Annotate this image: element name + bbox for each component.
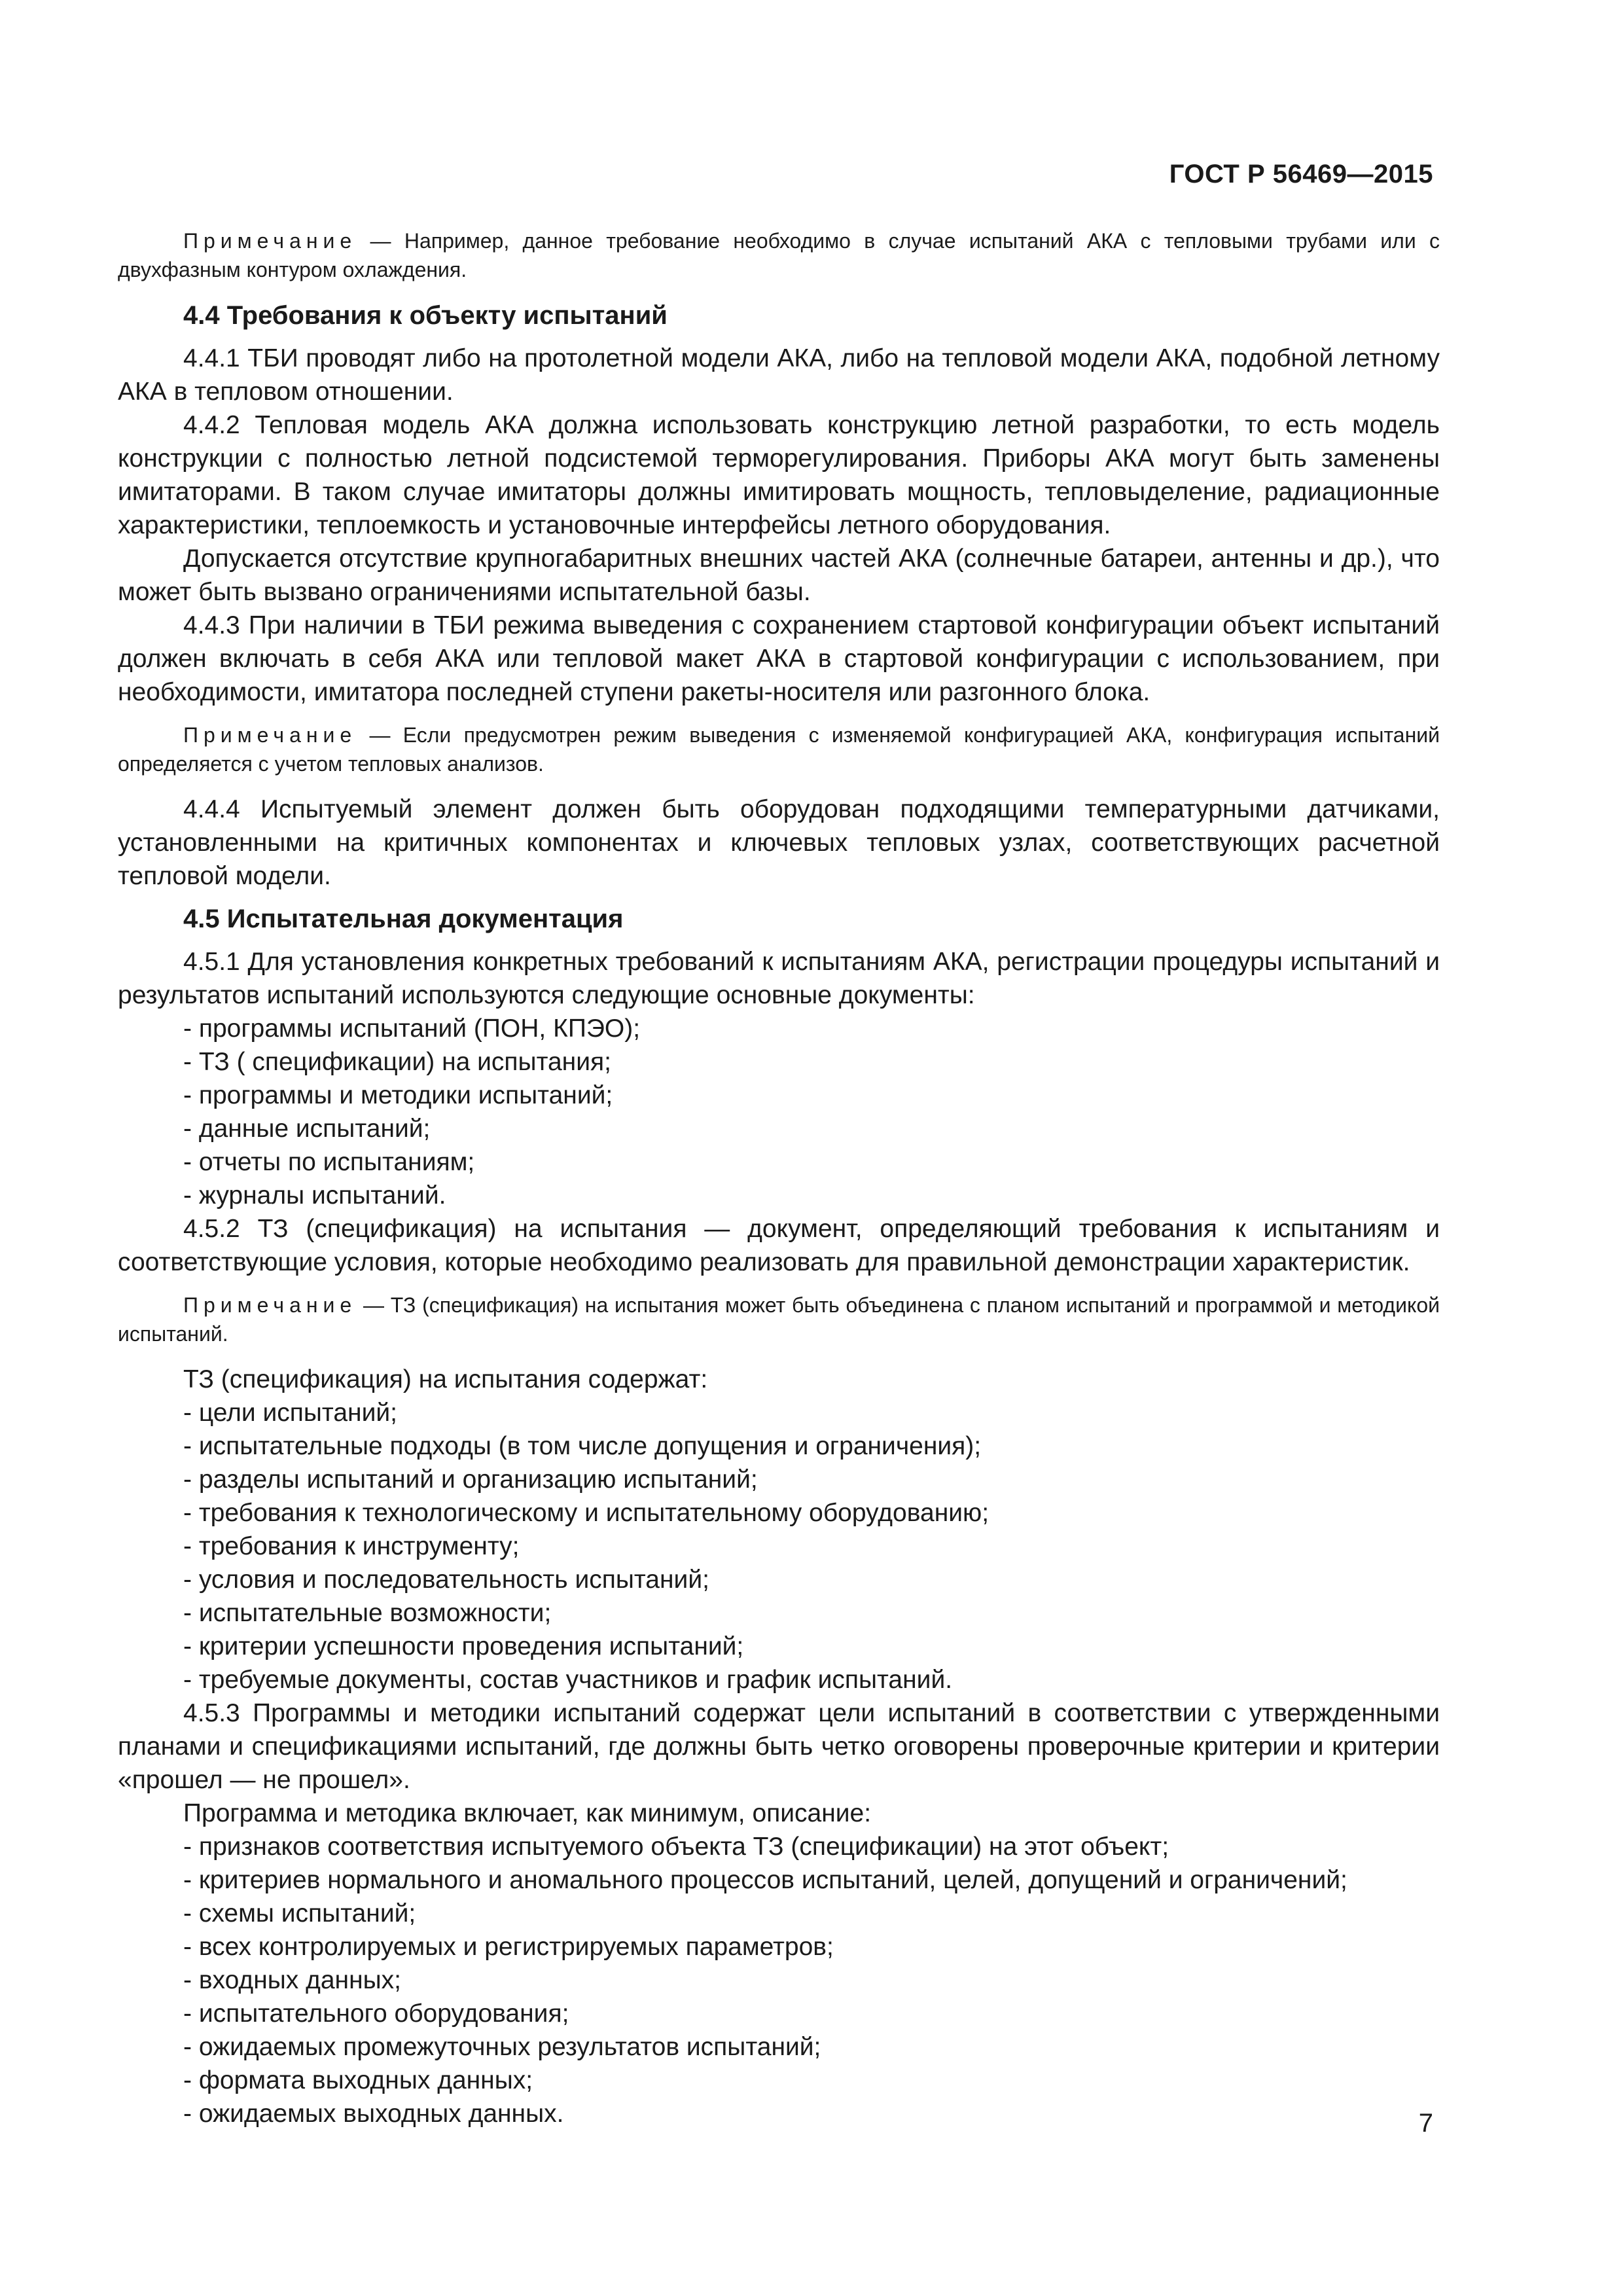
paragraph-4-4-4: 4.4.4 Испытуемый элемент должен быть оборудован подходящими температурными датчиками, установленными на критичных компонентах и ключевых тепловых узлах, соответствующих расчетной тепловой модели. <box>118 795 1440 890</box>
list-item: - ожидаемых выходных данных. <box>183 2100 564 2128</box>
paragraph-4-4-2: 4.4.2 Тепловая модель АКА должна использовать конструкцию летной разработки, то есть модель конструкции с полностью летной подсистемой терморегулирования. Приборы АКА могут быть заменены имитаторами. В таком случае имитаторы должны имитировать мощность, тепловыделение, радиационные характеристики, теплоемкость и установочные интерфейсы летного оборудования. <box>118 411 1440 539</box>
list-item: - программы и методики испытаний; <box>183 1081 613 1109</box>
list-item: - критериев нормального и аномального процессов испытаний, целей, допущений и ограничений; <box>183 1866 1347 1894</box>
note-text: — ТЗ (спецификация) на испытания может быть объединена с планом испытаний и программой и методикой испытаний. <box>118 1293 1440 1346</box>
page-number: 7 <box>1418 2109 1433 2138</box>
list-item: - программы испытаний (ПОН, КПЭО); <box>183 1014 641 1043</box>
note-text: — Если предусмотрен режим выведения с изменяемой конфигурацией АКА, конфигурация испытаний определяется с учетом тепловых анализов. <box>118 723 1440 776</box>
list-item: - требуемые документы, состав участников и график испытаний. <box>183 1666 953 1694</box>
paragraph-4-4-2-cont: Допускается отсутствие крупногабаритных внешних частей АКА (солнечные батареи, антенны и др.), что может быть вызвано ограничениями испытательной базы. <box>118 545 1440 606</box>
note-label: Примечание <box>183 723 357 747</box>
paragraph-4-5-3-cont: Программа и методика включает, как минимум, описание: <box>183 1799 872 1827</box>
paragraph-4-5-2-cont: ТЗ (спецификация) на испытания содержат: <box>183 1365 708 1393</box>
document-header-id: ГОСТ Р 56469—2015 <box>1169 160 1433 188</box>
paragraph-4-4-3: 4.4.3 При наличии в ТБИ режима выведения с сохранением стартовой конфигурации объект испытаний должен включать в себя АКА или тепловой макет АКА в стартовой конфигурации с использованием, при необходимости, имитатора последней ступени ракеты-носителя или разгонного блока. <box>118 611 1440 706</box>
paragraph-4-4-1: 4.4.1 ТБИ проводят либо на протолетной модели АКА, либо на тепловой модели АКА, подобной летному АКА в тепловом отношении. <box>118 344 1440 406</box>
list-item: - ожидаемых промежуточных результатов испытаний; <box>183 2033 821 2061</box>
note-3 <box>118 1291 1440 1348</box>
section-title-4-5: 4.5 Испытательная документация <box>183 905 624 933</box>
list-spec-contents <box>118 1396 1440 1696</box>
list-item: - формата выходных данных; <box>183 2066 533 2094</box>
section-title-4-4: 4.4 Требования к объекту испытаний <box>183 301 668 330</box>
note-text: — Например, данное требование необходимо в случае испытаний АКА с тепловыми трубами или с двухфазным контуром охлаждения. <box>118 229 1440 281</box>
list-item: - всех контролируемых и регистрируемых параметров; <box>183 1933 834 1961</box>
list-item: - требования к технологическому и испытательному оборудованию; <box>183 1499 990 1527</box>
list-documents <box>118 1012 1440 1212</box>
note-2 <box>118 721 1440 778</box>
list-item: - условия и последовательность испытаний; <box>183 1566 709 1594</box>
paragraph-4-5-1: 4.5.1 Для установления конкретных требований к испытаниям АКА, регистрации процедуры испытаний и результатов испытаний используются следующие основные документы: <box>118 948 1440 1009</box>
list-item: - разделы испытаний и организацию испытаний; <box>183 1465 758 1494</box>
note-label: Примечание <box>183 229 357 253</box>
list-item: - признаков соответствия испытуемого объекта ТЗ (спецификации) на этот объект; <box>183 1833 1169 1861</box>
paragraph-4-5-2: 4.5.2 ТЗ (спецификация) на испытания — документ, определяющий требования к испытаниям и соответствующие условия, которые необходимо реализовать для правильной демонстрации характеристик. <box>118 1215 1440 1276</box>
paragraph-4-5-3: 4.5.3 Программы и методики испытаний содержат цели испытаний в соответствии с утвержденными планами и спецификациями испытаний, где должны быть четко оговорены проверочные критерии и критерии «прошел — не прошел». <box>118 1699 1440 1794</box>
list-item: - испытательные подходы (в том числе допущения и ограничения); <box>183 1432 982 1460</box>
list-item: - критерии успешности проведения испытаний; <box>183 1632 744 1660</box>
list-item: - входных данных; <box>183 1966 401 1994</box>
list-item: - отчеты по испытаниям; <box>183 1148 475 1176</box>
list-program-contents <box>118 1830 1440 2130</box>
list-item: - журналы испытаний. <box>183 1181 446 1210</box>
list-item: - схемы испытаний; <box>183 1899 416 1928</box>
document-body <box>118 223 1440 2130</box>
list-item: - требования к инструменту; <box>183 1532 520 1560</box>
list-item: - данные испытаний; <box>183 1115 431 1143</box>
list-item: - цели испытаний; <box>183 1399 397 1427</box>
list-item: - ТЗ ( спецификации) на испытания; <box>183 1048 611 1076</box>
note-label: Примечание <box>183 1293 357 1317</box>
list-item: - испытательного оборудования; <box>183 2000 569 2028</box>
list-item: - испытательные возможности; <box>183 1599 552 1627</box>
note-1 <box>118 226 1440 284</box>
